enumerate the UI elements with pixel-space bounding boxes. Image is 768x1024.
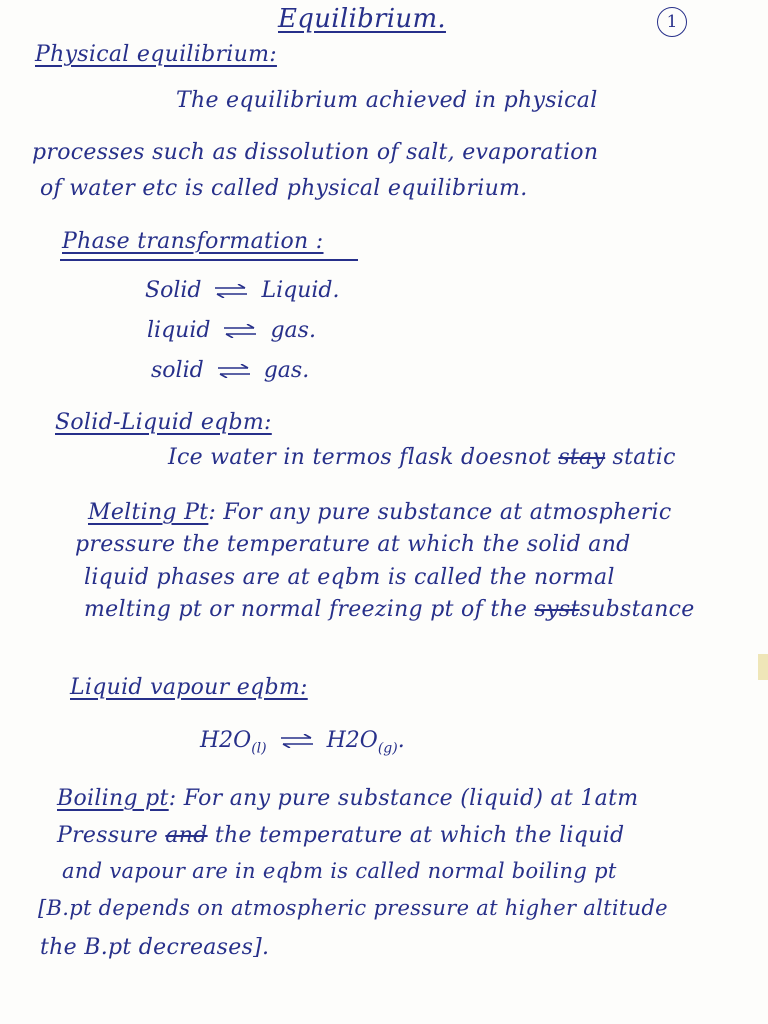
heading-underline xyxy=(60,259,358,261)
boiling-line-1 xyxy=(57,786,638,812)
struck-text: stay xyxy=(558,445,606,470)
solid-liquid-line-1 xyxy=(168,445,676,471)
phase-row xyxy=(151,358,309,384)
phase-row xyxy=(145,278,340,304)
page-number-circle: 1 xyxy=(657,7,687,37)
melting-line-4 xyxy=(84,597,695,623)
phase-row xyxy=(147,318,316,344)
text-segment: static xyxy=(605,445,676,470)
struck-text: syst xyxy=(534,597,580,622)
phase-right: Liquid. xyxy=(261,278,340,303)
boiling-label: Boiling pt xyxy=(57,786,169,811)
text-segment: Pressure xyxy=(57,823,166,848)
phase-left: liquid xyxy=(147,318,211,343)
heading-phase-transformation: Phase transformation : xyxy=(62,229,324,254)
physical-line-3: of water etc is called physical equilibrium. xyxy=(40,176,528,201)
phase-right: gas. xyxy=(263,358,310,383)
boiling-line-2 xyxy=(57,823,624,849)
boiling-line-4: [B.pt depends on atmospheric pressure at higher altitude xyxy=(38,896,668,920)
equilibrium-arrow-icon xyxy=(223,324,257,338)
boiling-line-3: and vapour are in eqbm is called normal boiling pt xyxy=(62,859,617,883)
text-segment: Ice water in termos flask doesnot xyxy=(168,445,559,470)
paper-edge-mark xyxy=(758,654,768,680)
phase-right: gas. xyxy=(270,318,316,343)
text-segment: : For any pure substance (liquid) at 1atm xyxy=(168,786,639,811)
physical-line-1: The equilibrium achieved in physical xyxy=(176,88,598,113)
equilibrium-arrow-icon xyxy=(214,284,248,298)
state-label: (g) xyxy=(377,740,398,757)
equilibrium-arrow-icon xyxy=(217,364,251,378)
phase-left: Solid xyxy=(145,278,202,303)
equilibrium-arrow-icon xyxy=(280,734,314,748)
heading-solid-liquid: Solid-Liquid eqbm: xyxy=(55,410,272,435)
product: H2O xyxy=(326,728,378,753)
melting-line-3: liquid phases are at eqbm is called the normal xyxy=(84,565,615,590)
state-label: (l) xyxy=(251,740,267,757)
melting-line-2: pressure the temperature at which the solid and xyxy=(75,532,631,557)
text-segment: melting pt or normal freezing pt of the xyxy=(84,597,535,622)
struck-text: and xyxy=(165,823,208,848)
text-segment: : For any pure substance at atmospheric xyxy=(208,500,672,525)
melting-line-1 xyxy=(88,500,672,526)
page-title: Equilibrium. xyxy=(278,4,446,34)
phase-left: solid xyxy=(151,358,204,383)
water-reaction xyxy=(200,728,405,761)
boiling-line-5: the B.pt decreases]. xyxy=(40,935,270,960)
text-segment: the temperature at which the liquid xyxy=(207,823,625,848)
heading-physical-equilibrium: Physical equilibrium: xyxy=(35,42,277,67)
text-segment: substance xyxy=(579,597,695,622)
heading-liquid-vapour: Liquid vapour eqbm: xyxy=(70,675,308,700)
text-segment: . xyxy=(397,728,405,753)
melting-label: Melting Pt xyxy=(88,500,209,525)
physical-line-2: processes such as dissolution of salt, evaporation xyxy=(32,140,599,165)
reactant: H2O xyxy=(200,728,252,753)
